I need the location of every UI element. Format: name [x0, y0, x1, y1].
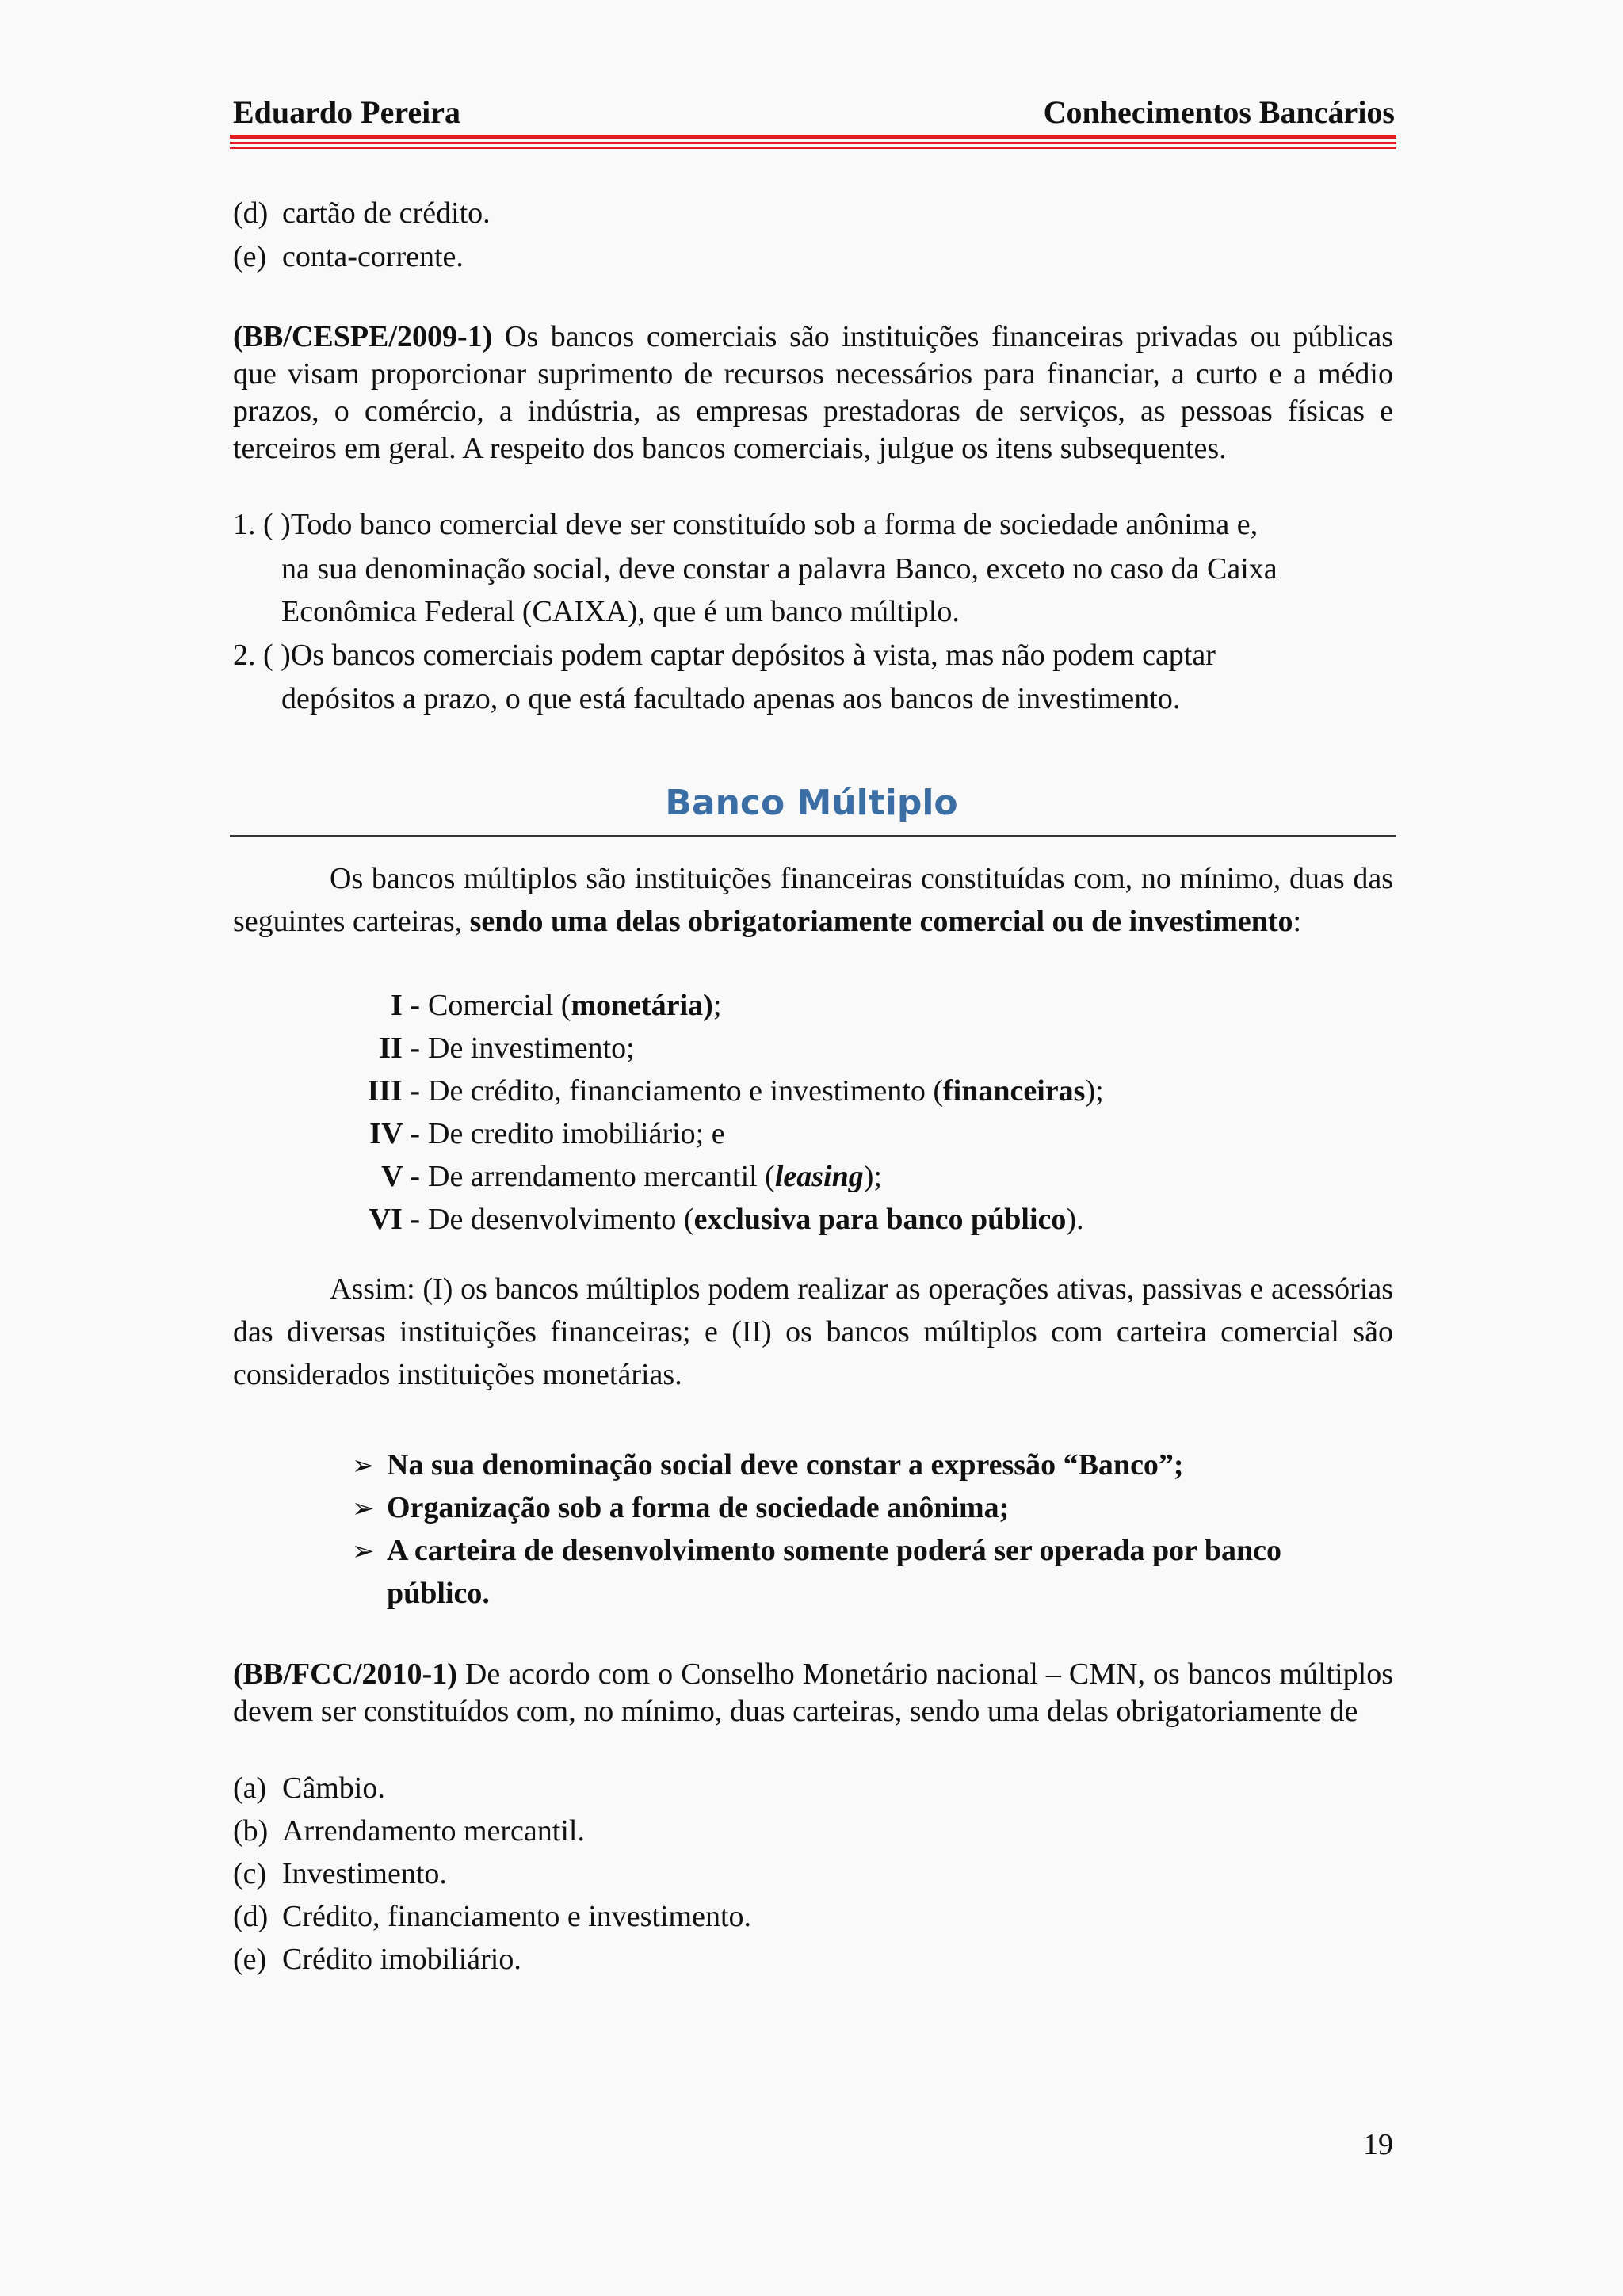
option-text: Câmbio.	[282, 1772, 385, 1805]
carteira-text: De credito imobiliário; e	[428, 1117, 725, 1150]
option-label: (e)	[233, 240, 267, 273]
bullet-item	[352, 1535, 1281, 1566]
intro-paragraph	[233, 857, 1393, 943]
section-rule	[230, 835, 1396, 837]
item-prefix: 1. ( )	[233, 508, 291, 541]
option-label: (b)	[233, 1814, 269, 1848]
carteira-text: De investimento;	[428, 1032, 635, 1065]
carteira-item	[0, 1204, 1084, 1234]
carteira-item	[0, 1161, 882, 1192]
carteira-text: Comercial (	[428, 989, 571, 1022]
option-text: Investimento.	[282, 1857, 447, 1890]
carteira-text: De desenvolvimento (	[428, 1203, 694, 1236]
question-2-stem	[233, 1656, 1393, 1730]
question-source: (BB/CESPE/2009-1)	[233, 320, 493, 353]
carteira-number: I -	[391, 989, 420, 1022]
bullet-item	[352, 1450, 1184, 1480]
carteira-emphasis: financeiras	[943, 1074, 1086, 1108]
carteira-emphasis: exclusiva para banco público	[693, 1203, 1067, 1236]
option-label: (a)	[233, 1772, 267, 1805]
carteira-text: De crédito, financiamento e investimento (	[428, 1074, 943, 1108]
carteira-emphasis: monetária)	[571, 989, 713, 1022]
option-label: (d)	[233, 196, 269, 230]
item-line: Todo banco comercial deve ser constituído sob a forma de sociedade anônima e,	[290, 508, 1258, 541]
carteira-item	[0, 990, 721, 1020]
question-1-stem	[233, 318, 1393, 467]
carteira-number: III -	[367, 1074, 420, 1108]
option-item	[233, 1944, 521, 1974]
arrow-bullet-icon: ➢	[352, 1535, 375, 1567]
header-author: Eduardo Pereira	[233, 94, 461, 130]
intro-text: Os bancos múltiplos são instituições financeiras constituídas com, no mínimo, duas das seguintes carteiras,	[233, 862, 1393, 938]
option-item	[233, 1901, 751, 1932]
carteira-text-end: );	[1085, 1074, 1104, 1108]
item-line: Econômica Federal (CAIXA), que é um banco múltiplo.	[281, 595, 960, 628]
carteira-text-end: ).	[1066, 1203, 1084, 1236]
assim-text: Assim: (I) os bancos múltiplos podem realizar as operações ativas, passivas e acessórias das diversas instituições financeiras; e (II) os bancos múltiplos com carteira comercial são considerados instituições monetárias.	[233, 1272, 1393, 1391]
item-prefix: 2. ( )	[233, 639, 291, 672]
bullet-continuation: público.	[387, 1577, 490, 1610]
carteira-text: De arrendamento mercantil (	[428, 1160, 775, 1193]
page-number: 19	[1363, 2128, 1393, 2161]
carteira-item	[0, 1119, 725, 1149]
question-item	[233, 509, 1258, 540]
option-item	[233, 198, 491, 228]
bullet-item	[352, 1493, 1009, 1523]
item-line: depósitos a prazo, o que está facultado apenas aos bancos de investimento.	[281, 682, 1181, 715]
section-title: Banco Múltiplo	[665, 783, 958, 823]
carteira-item	[0, 1076, 1104, 1106]
option-label: (c)	[233, 1857, 267, 1890]
intro-emphasis: sendo uma delas obrigatoriamente comercial ou de investimento	[469, 905, 1293, 938]
question-text: Os bancos comerciais são instituições financeiras privadas ou públicas que visam proporcionar suprimento de recursos necessários para financiar, a curto e a médio prazos, o comércio, a indústria, as empresas prestadoras de serviços, as pessoas físicas e terceiros em geral. A respeito dos bancos comerciais, julgue os itens subsequentes.	[233, 320, 1393, 465]
arrow-bullet-icon: ➢	[352, 1450, 375, 1482]
carteira-number: II -	[379, 1032, 420, 1065]
option-text: Crédito imobiliário.	[282, 1943, 521, 1976]
item-line: na sua denominação social, deve constar a palavra Banco, exceto no caso da Caixa	[281, 552, 1277, 585]
carteira-number: VI -	[369, 1203, 420, 1236]
option-item	[233, 242, 464, 272]
assim-paragraph	[233, 1268, 1393, 1396]
header-subject: Conhecimentos Bancários	[1043, 94, 1395, 130]
option-label: (d)	[233, 1900, 269, 1933]
arrow-bullet-icon: ➢	[352, 1493, 375, 1524]
intro-text-end: :	[1293, 905, 1302, 938]
carteira-text-end: );	[863, 1160, 882, 1193]
question-text: De acordo com o Conselho Monetário nacional – CMN, os bancos múltiplos devem ser constituídos com, no mínimo, duas carteiras, sendo uma delas obrigatoriamente de	[233, 1657, 1393, 1728]
carteira-item	[0, 1033, 635, 1063]
carteira-text-end: ;	[712, 989, 722, 1022]
option-item	[233, 1773, 385, 1803]
option-label: (e)	[233, 1943, 267, 1976]
option-item	[233, 1816, 585, 1846]
option-text: cartão de crédito.	[282, 196, 491, 230]
option-text: Arrendamento mercantil.	[282, 1814, 585, 1848]
carteira-number: V -	[381, 1160, 420, 1193]
bullet-text: Organização sob a forma de sociedade anônima;	[387, 1491, 1010, 1524]
header-rule	[230, 142, 1396, 144]
header-rule	[230, 147, 1396, 149]
carteira-emphasis: leasing	[774, 1160, 864, 1193]
carteira-number: IV -	[369, 1117, 420, 1150]
bullet-text: A carteira de desenvolvimento somente poderá ser operada por banco	[387, 1534, 1281, 1567]
item-line: Os bancos comerciais podem captar depósitos à vista, mas não podem captar	[290, 639, 1216, 672]
question-item	[233, 640, 1216, 670]
question-source: (BB/FCC/2010-1)	[233, 1657, 457, 1691]
header-rule	[230, 135, 1396, 139]
bullet-text: Na sua denominação social deve constar a expressão “Banco”;	[387, 1448, 1184, 1482]
option-text: Crédito, financiamento e investimento.	[282, 1900, 752, 1933]
option-item	[233, 1859, 447, 1889]
option-text: conta-corrente.	[282, 240, 464, 273]
